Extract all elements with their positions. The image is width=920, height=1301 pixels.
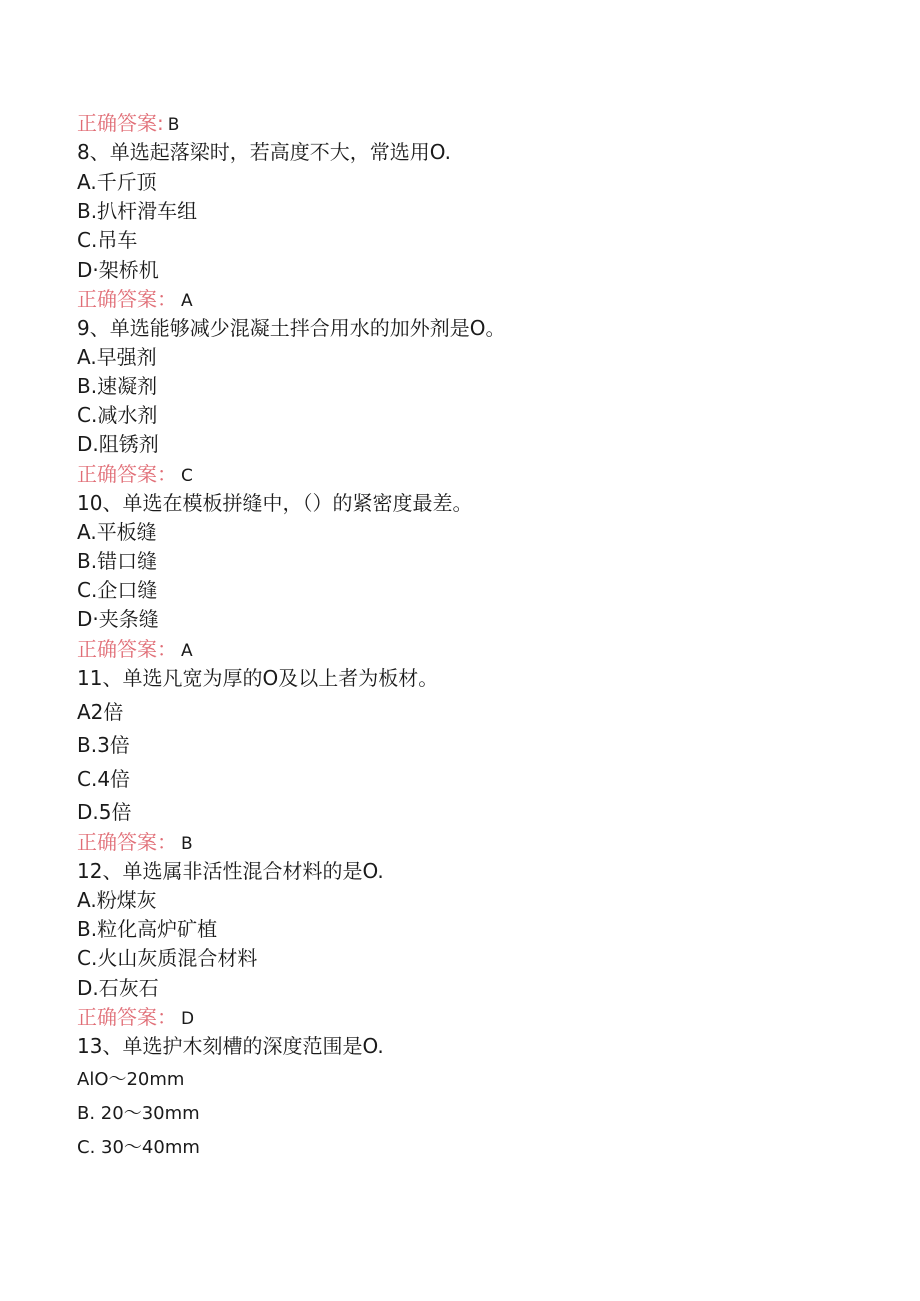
answer-label: 正确答案： xyxy=(77,1005,177,1029)
answer-label: 正确答案: xyxy=(77,111,164,135)
answer-line xyxy=(77,289,193,310)
option-d: D·夹条缝 xyxy=(77,607,159,631)
option-a: A2倍 xyxy=(77,700,124,724)
question-text: 13、单选护木刻槽的深度范围是O. xyxy=(77,1034,384,1058)
option-b: B.扒杆滑车组 xyxy=(77,199,198,223)
option-b: B.错口缝 xyxy=(77,549,158,573)
option-d: D.石灰石 xyxy=(77,976,159,1000)
option-c: C.吊车 xyxy=(77,228,138,252)
option-c: C.火山灰质混合材料 xyxy=(77,946,258,970)
question-text: 12、单选属非活性混合材料的是O. xyxy=(77,859,384,883)
option-d: D.阻锈剂 xyxy=(77,432,159,456)
option-c: C.减水剂 xyxy=(77,403,158,427)
option-b: B.粒化高炉矿植 xyxy=(77,917,218,941)
option-b: B. 20〜30mm xyxy=(77,1103,200,1124)
option-c: C. 30〜40mm xyxy=(77,1137,200,1158)
question-text: 11、单选凡宽为厚的O及以上者为板材。 xyxy=(77,666,439,690)
option-a: A.早强剂 xyxy=(77,345,157,369)
option-b: B.3倍 xyxy=(77,733,130,757)
answer-label: 正确答案： xyxy=(77,637,177,661)
question-text: 8、单选起落梁时，若高度不大，常选用O. xyxy=(77,140,452,164)
question-text: 10、单选在模板拼缝中，（）的紧密度最差。 xyxy=(77,491,473,515)
option-d: D.5倍 xyxy=(77,800,132,824)
option-a: A.千斤顶 xyxy=(77,170,157,194)
answer-line xyxy=(77,464,193,485)
option-d: D·架桥机 xyxy=(77,258,159,282)
option-c: C.企口缝 xyxy=(77,578,158,602)
option-b: B.速凝剂 xyxy=(77,374,158,398)
answer-value: D xyxy=(181,1009,195,1029)
answer-value: A xyxy=(181,291,193,311)
answer-line xyxy=(77,639,193,660)
question-text: 9、单选能够减少混凝土拌合用水的加外剂是O。 xyxy=(77,316,506,340)
answer-label: 正确答案： xyxy=(77,462,177,486)
answer-value: A xyxy=(181,641,193,661)
option-c: C.4倍 xyxy=(77,767,131,791)
answer-value: C xyxy=(181,466,193,486)
option-a: A.平板缝 xyxy=(77,520,157,544)
answer-value: B xyxy=(181,834,193,854)
answer-value: B xyxy=(167,115,180,135)
answer-line xyxy=(77,832,193,853)
answer-label: 正确答案： xyxy=(77,287,177,311)
option-a: A.粉煤灰 xyxy=(77,888,157,912)
answer-line xyxy=(77,1007,194,1028)
answer-label: 正确答案： xyxy=(77,830,177,854)
answer-line xyxy=(77,113,179,134)
option-a: AlO〜20mm xyxy=(77,1069,185,1090)
